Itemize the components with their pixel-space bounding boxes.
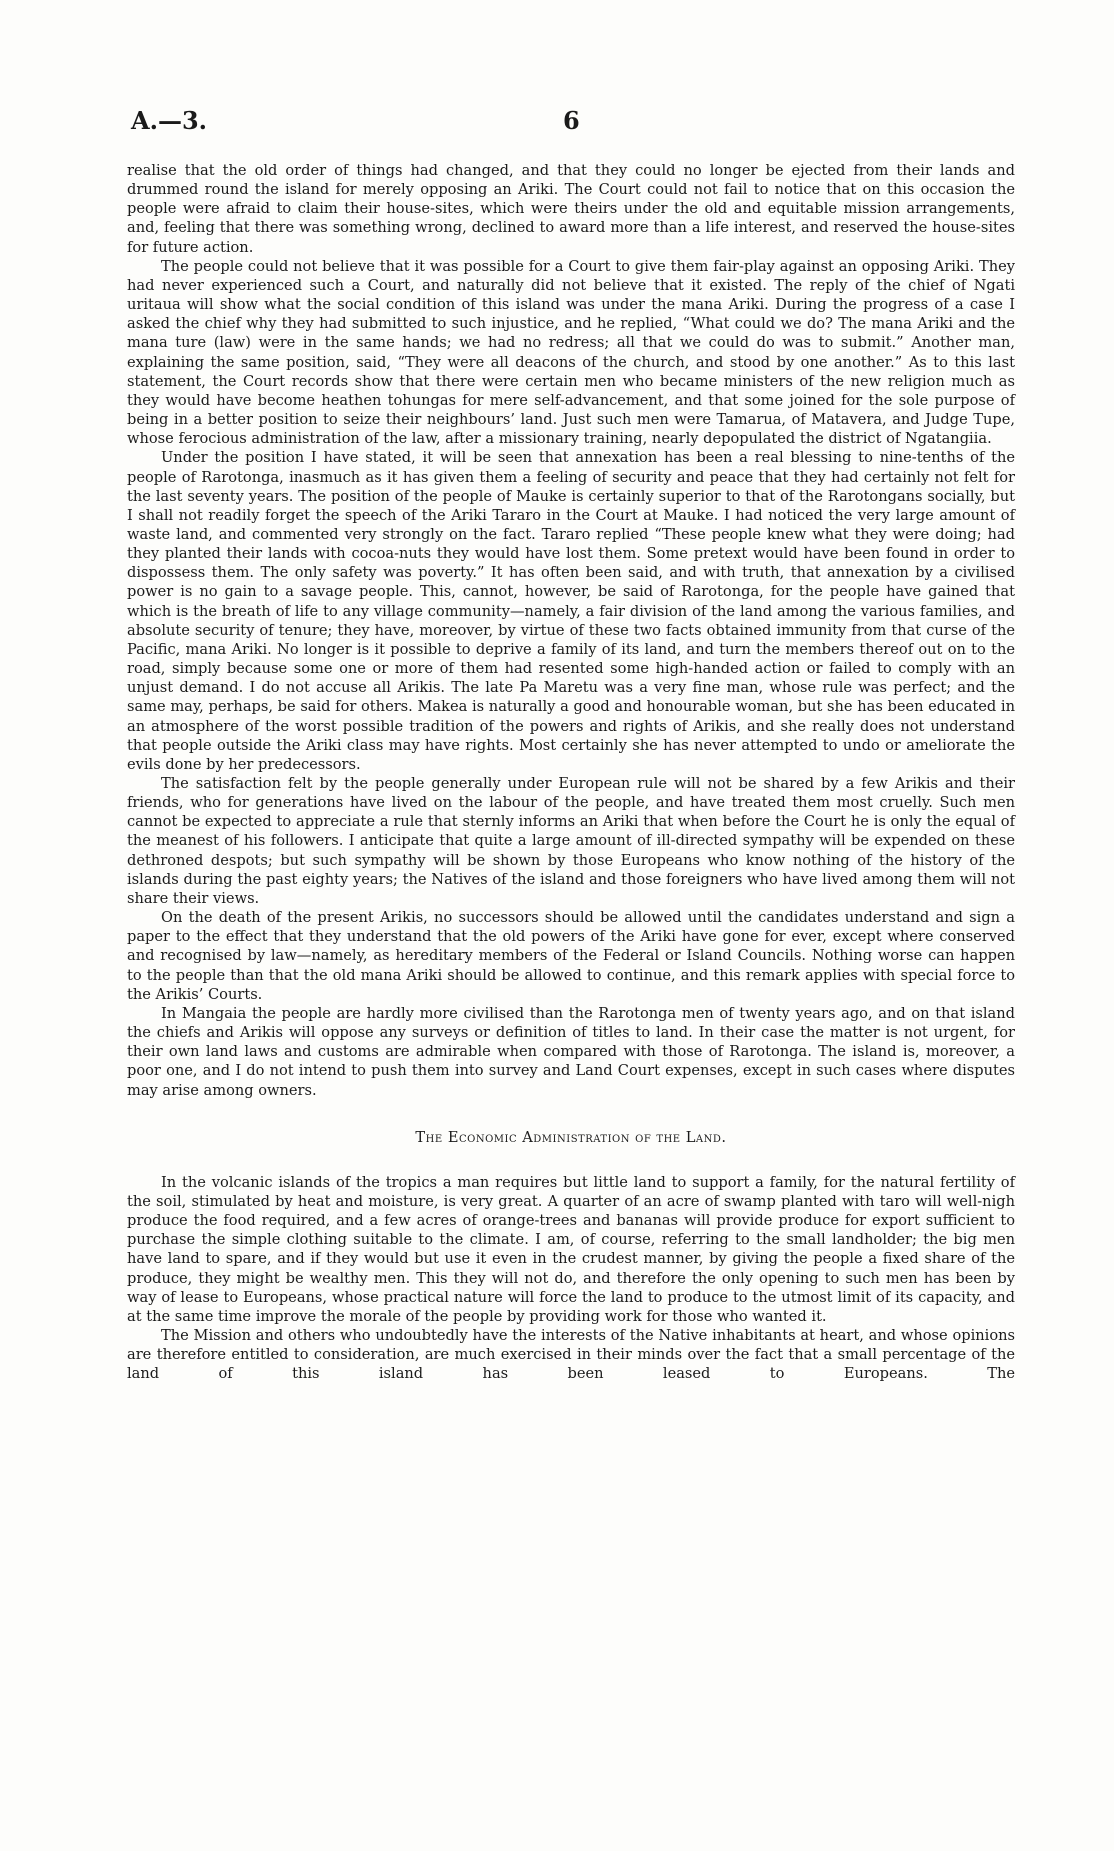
- paragraph: On the death of the present Arikis, no successors should be allowed until the candidates understand and sign a paper to the effect that they understand that the old powers of the Ariki have gone for ever, except where conserved and recognised by law—namely, as hereditary members of the Federal or Island Councils. Nothing worse can happen to the people than that the old mana Ariki should be allowed to continue, and this remark applies with special force to the Arikis’ Courts.: [127, 909, 1015, 1003]
- paragraph: The people could not believe that it was possible for a Court to give them fair-play against an opposing Ariki. They had never experienced such a Court, and naturally did not believe that it existed. The reply of the chief of Ngati uritaua will show what the social condition of this island was under the mana Ariki. During the progress of a case I asked the chief why they had submitted to such injustice, and he replied, “What could we do? The mana Ariki and the mana ture (law) were in the same hands; we had no redress; all that we could do was to submit.” Another man, explaining the same position, said, “They were all deacons of the church, and stood by one another.” As to this last statement, the Court records show that there were certain men who became ministers of the new religion much as they would have become heathen tohungas for mere self-advancement, and that some joined for the sole purpose of being in a better position to seize their neighbours’ land. Just such men were Tamarua, of Matavera, and Judge Tupe, whose ferocious administration of the law, after a missionary training, nearly depopulated the district of Ngatangiia.: [127, 257, 1015, 448]
- body-text: [127, 161, 1015, 1384]
- paragraph: Under the position I have stated, it will be seen that annexation has been a real blessing to nine-tenths of the people of Rarotonga, inasmuch as it has given them a feeling of security and peace that they had certainly not felt for the last seventy years. The position of the people of Mauke is certainly superior to that of the Rarotongans socially, but I shall not readily forget the speech of the Ariki Tararo in the Court at Mauke. I had noticed the very large amount of waste land, and commented very strongly on the fact. Tararo replied “These people knew what they were doing; had they planted their lands with cocoa-nuts they would have lost them. Some pretext would have been found in order to dispossess them. The only safety was poverty.” It has often been said, and with truth, that annexation by a civilised power is no gain to a savage people. This, cannot, however, be said of Rarotonga, for the people have gained that which is the breath of life to any village community—namely, a fair division of the land among the various families, and absolute security of tenure; they have, moreover, by virtue of these two facts obtained immunity from that curse of the Pacific, mana Ariki. No longer is it possible to deprive a family of its land, and turn the members thereof out on to the road, simply because some one or more of them had resented some high-handed action or failed to comply with an unjust demand. I do not accuse all Arikis. The late Pa Maretu was a very fine man, whose rule was perfect; and the same may, perhaps, be said for others. Makea is naturally a good and honourable woman, but she has been educated in an atmosphere of the worst possible tradition of the powers and rights of Arikis, and she really does not understand that people outside the Ariki class may have rights. Most certainly she has never attempted to undo or ameliorate the evils done by her predecessors.: [127, 449, 1015, 773]
- document-reference: A.—3.: [131, 106, 208, 135]
- page-number: 6: [563, 106, 580, 135]
- paragraph: realise that the old order of things had changed, and that they could no longer be ejected from their lands and drummed round the island for merely opposing an Ariki. The Court could not fail to notice that on this occasion the people were afraid to claim their house-sites, which were theirs under the old and equitable mission arrangements, and, feeling that there was something wrong, declined to award more than a life interest, and reserved the house-sites for future action.: [127, 162, 1015, 256]
- paragraph: In Mangaia the people are hardly more civilised than the Rarotonga men of twenty years ago, and on that island the chiefs and Arikis will oppose any surveys or definition of titles to land. In their case the matter is not urgent, for their own land laws and customs are admirable when compared with those of Rarotonga. The island is, moreover, a poor one, and I do not intend to push them into survey and Land Court expenses, except in such cases where disputes may arise among owners.: [127, 1004, 1015, 1099]
- paragraph: In the volcanic islands of the tropics a man requires but little land to support a family, for the natural fertility of the soil, stimulated by heat and moisture, is very great. A quarter of an acre of swamp planted with taro will well-nigh produce the food required, and a few acres of orange-trees and bananas will provide produce for export sufficient to purchase the simple clothing suitable to the climate. I am, of course, referring to the small landholder; the big men have land to spare, and if they would but use it even in the crudest manner, by giving the people a fixed share of the produce, they might be wealthy men. This they will not do, and therefore the only opening to such men has been by way of lease to Europeans, whose practical nature will force the land to produce to the utmost limit of its capacity, and at the same time improve the morale of the people by providing work for those who wanted it.: [127, 1173, 1015, 1325]
- section-heading: The Economic Administration of the Land.: [415, 1128, 727, 1146]
- paragraph: The satisfaction felt by the people generally under European rule will not be shared by a few Arikis and their friends, who for generations have lived on the labour of the people, and have treated them most cruelly. Such men cannot be expected to appreciate a rule that sternly informs an Ariki that when before the Court he is only the equal of the meanest of his followers. I anticipate that quite a large amount of ill-directed sympathy will be expended on these dethroned despots; but such sympathy will be shown by those Europeans who know nothing of the history of the islands during the past eighty years; the Natives of the island and those foreigners who have lived among them will not share their views.: [127, 775, 1015, 907]
- paragraph: The Mission and others who undoubtedly have the interests of the Native inhabitants at heart, and whose opinions are therefore entitled to consideration, are much exercised in their minds over the fact that a small percentage of the land of this island has been leased to Europeans. The: [127, 1327, 1015, 1383]
